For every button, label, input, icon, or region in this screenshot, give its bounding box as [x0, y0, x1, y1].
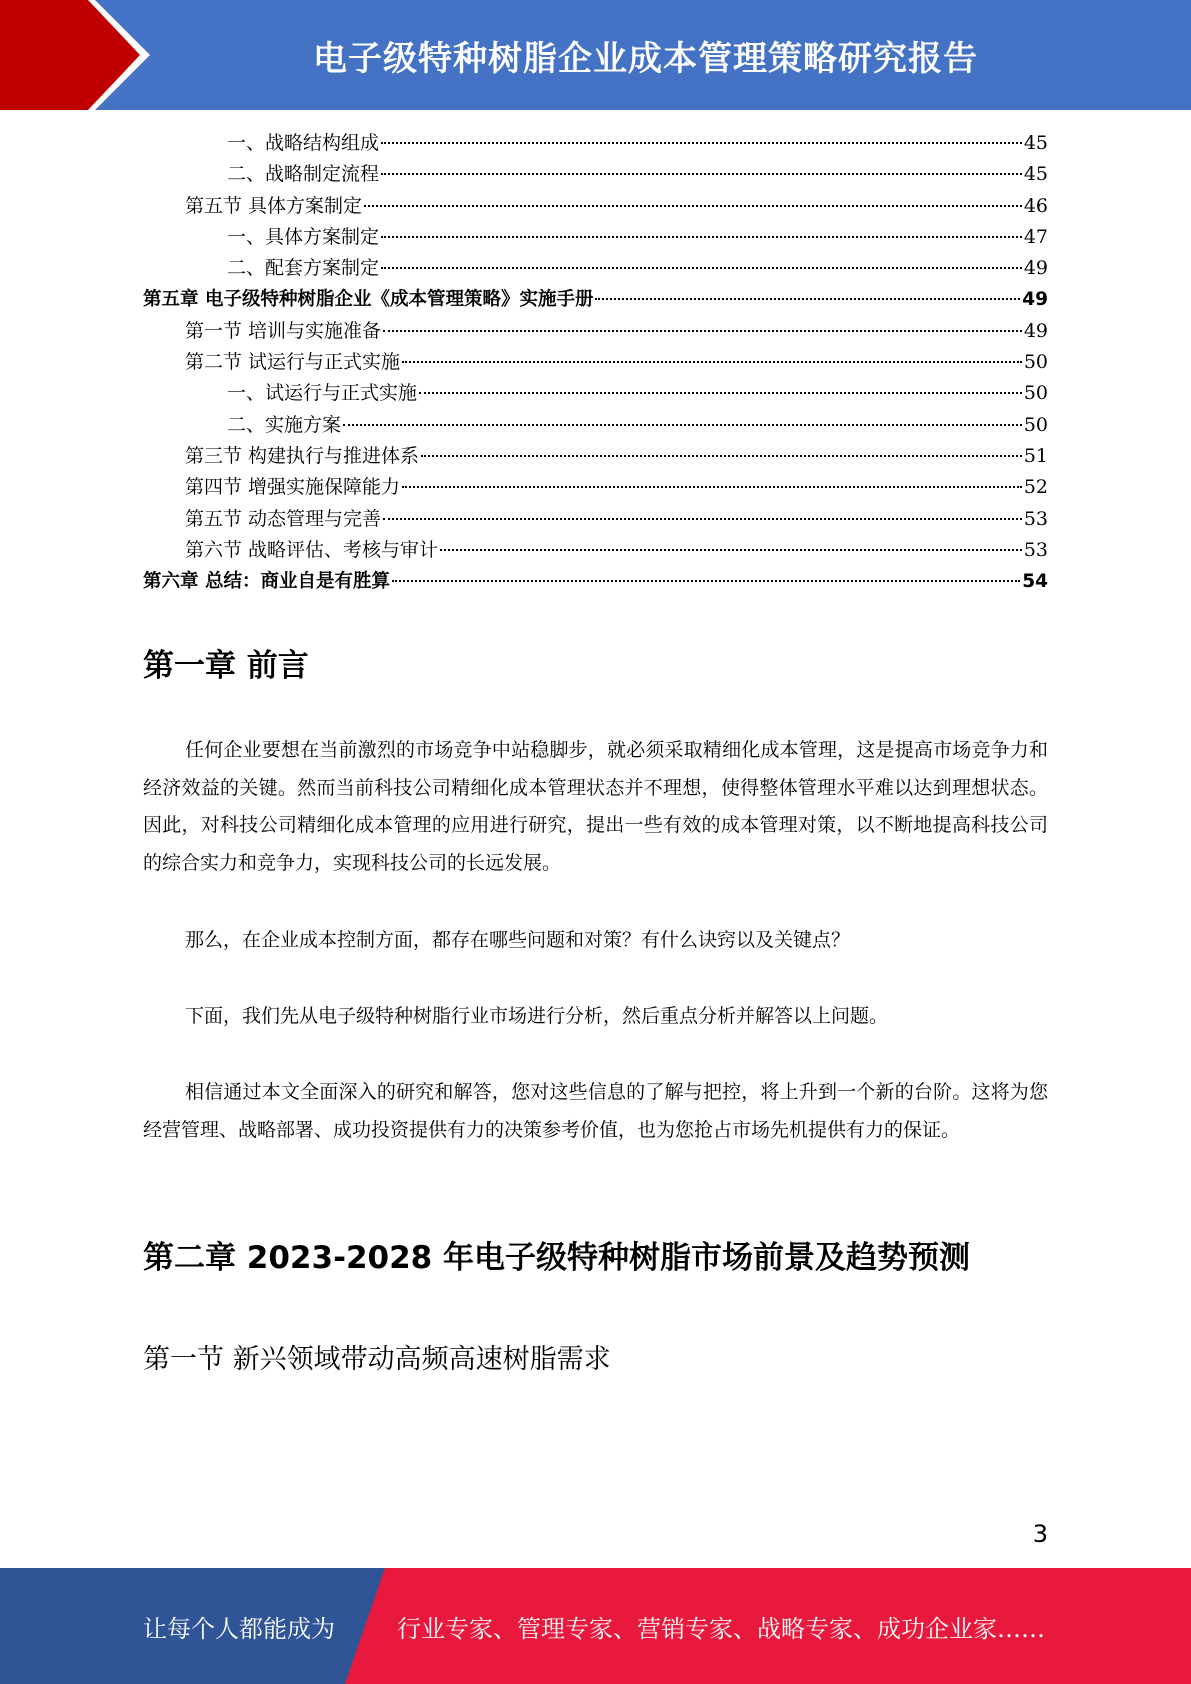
toc-entry[interactable]	[143, 253, 1048, 284]
toc-dot-leader	[381, 267, 1022, 269]
toc-entry-title: 第二节 试运行与正式实施	[185, 351, 401, 374]
table-of-contents	[143, 128, 1048, 597]
paragraph-4: 相信通过本文全面深入的研究和解答，您对这些信息的了解与把控，将上升到一个新的台阶。这将为您经营管理、战略部署、成功投资提供有力的决策参考价值，也为您抢占市场先机提供有力的保证。	[143, 1081, 1048, 1141]
paragraph-2: 那么，在企业成本控制方面，都存在哪些问题和对策？有什么诀窍以及关键点？	[185, 929, 851, 951]
toc-entry-title: 一、具体方案制定	[227, 225, 380, 248]
toc-entry-title: 第五节 具体方案制定	[185, 194, 363, 217]
toc-entry-page: 51	[1023, 444, 1048, 467]
toc-dot-leader	[402, 486, 1022, 488]
toc-entry[interactable]	[143, 222, 1048, 253]
toc-entry-page: 50	[1023, 351, 1048, 374]
toc-entry-page: 49	[1023, 257, 1048, 280]
toc-dot-leader	[421, 455, 1022, 457]
toc-entry[interactable]	[143, 159, 1048, 190]
toc-entry[interactable]	[143, 472, 1048, 503]
toc-entry[interactable]	[143, 441, 1048, 472]
header-arrow-decoration	[0, 0, 160, 110]
footer-slogan-left: 让每个人都能成为	[143, 1614, 335, 1643]
toc-entry-page: 54	[1022, 571, 1048, 593]
toc-entry-page: 49	[1022, 289, 1048, 311]
toc-entry-title: 一、试运行与正式实施	[227, 382, 418, 405]
toc-dot-leader	[595, 298, 1020, 300]
toc-entry[interactable]	[143, 504, 1048, 535]
toc-entry[interactable]	[143, 535, 1048, 566]
toc-entry[interactable]	[143, 316, 1048, 347]
toc-dot-leader	[343, 424, 1022, 426]
toc-dot-leader	[381, 236, 1022, 238]
toc-entry-page: 53	[1023, 507, 1048, 530]
page-number: 3	[1032, 1520, 1048, 1548]
page-header	[0, 0, 1191, 110]
toc-entry-title: 二、战略制定流程	[227, 163, 380, 186]
toc-dot-leader	[383, 330, 1022, 332]
chapter-1-heading: 第一章 前言	[143, 648, 309, 684]
toc-dot-leader	[402, 361, 1022, 363]
toc-entry-page: 53	[1023, 538, 1048, 561]
page-footer	[0, 1568, 1191, 1684]
toc-dot-leader	[419, 392, 1022, 394]
toc-dot-leader	[392, 580, 1020, 582]
toc-entry[interactable]	[143, 347, 1048, 378]
toc-entry[interactable]	[143, 128, 1048, 159]
toc-entry-title: 二、实施方案	[227, 413, 342, 436]
toc-entry-title: 第五节 动态管理与完善	[185, 507, 382, 530]
toc-entry-page: 50	[1023, 413, 1048, 436]
toc-entry[interactable]	[143, 284, 1048, 315]
toc-entry-page: 46	[1023, 194, 1048, 217]
toc-entry-title: 第三节 构建执行与推进体系	[185, 444, 420, 467]
paragraph-1: 任何企业要想在当前激烈的市场竞争中站稳脚步，就必须采取精细化成本管理，这是提高市场竞争力和经济效益的关键。然而当前科技公司精细化成本管理状态并不理想，使得整体管理水平难以达到理想状态。因此，对科技公司精细化成本管理的应用进行研究，提出一些有效的成本管理对策，以不断地提高科技公司的综合实力和竞争力，实现科技公司的长远发展。	[143, 739, 1048, 874]
toc-entry-page: 45	[1023, 132, 1048, 154]
toc-dot-leader	[364, 205, 1022, 207]
toc-dot-leader	[381, 173, 1022, 175]
toc-entry-page: 45	[1023, 163, 1048, 186]
chapter-2-heading: 第二章 2023-2028 年电子级特种树脂市场前景及趋势预测	[143, 1240, 971, 1276]
toc-entry-title: 第一节 培训与实施准备	[185, 319, 382, 342]
toc-dot-leader	[383, 518, 1022, 520]
toc-entry[interactable]	[143, 410, 1048, 441]
toc-entry-page: 47	[1023, 225, 1048, 248]
toc-entry-page: 52	[1023, 476, 1048, 499]
toc-entry-title: 二、配套方案制定	[227, 257, 380, 280]
toc-entry[interactable]	[143, 566, 1048, 597]
toc-entry-page: 50	[1023, 382, 1048, 405]
toc-entry-title: 第六章 总结：商业自是有胜算	[143, 571, 390, 593]
paragraph-3: 下面，我们先从电子级特种树脂行业市场进行分析，然后重点分析并解答以上问题。	[185, 1005, 889, 1027]
toc-entry[interactable]	[143, 378, 1048, 409]
footer-slogan-right: 行业专家、管理专家、营销专家、战略专家、成功企业家……	[397, 1614, 1045, 1643]
toc-entry-page: 49	[1023, 319, 1048, 342]
toc-entry-title: 一、战略结构组成	[227, 132, 380, 154]
toc-entry-title: 第五章 电子级特种树脂企业《成本管理策略》实施手册	[143, 289, 594, 311]
toc-dot-leader	[440, 549, 1022, 551]
toc-entry-title: 第四节 增强实施保障能力	[185, 476, 401, 499]
section-1-heading: 第一节 新兴领域带动高频高速树脂需求	[143, 1344, 611, 1375]
toc-entry[interactable]	[143, 191, 1048, 222]
toc-entry-title: 第六节 战略评估、考核与审计	[185, 538, 439, 561]
report-title: 电子级特种树脂企业成本管理策略研究报告	[313, 38, 978, 79]
toc-dot-leader	[381, 142, 1022, 144]
